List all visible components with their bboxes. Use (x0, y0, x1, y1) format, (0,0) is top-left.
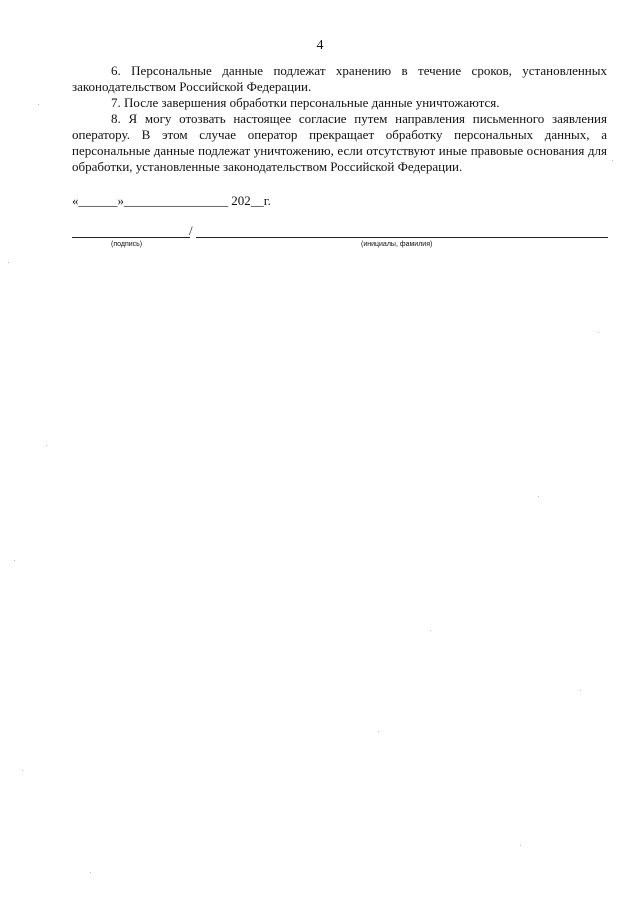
scan-speck (580, 690, 581, 691)
clause-8: 8. Я могу отозвать настоящее согласие путем направления письменного заявления оператору. В этом случае оператор прекращает обработку персональных данных, а персональные данные подлежат уничтожению, если отсутствуют иные правовые основания для обработки, установленные законодательством Российской Федерации. (72, 111, 607, 174)
scan-speck (520, 845, 521, 846)
clause-6: 6. Персональные данные подлежат хранению в течение сроков, установленных законодательством Российской Федерации. (72, 63, 607, 94)
scan-speck (612, 160, 613, 161)
scan-speck (8, 262, 9, 263)
page-number: 4 (316, 38, 324, 53)
scan-speck (46, 445, 47, 446)
date-line: «______»________________ 202__г. (72, 193, 271, 208)
scan-speck (598, 332, 599, 333)
scan-speck (430, 630, 431, 631)
scan-speck (378, 731, 379, 732)
scan-speck (22, 770, 23, 771)
scan-speck (14, 560, 15, 561)
signature-caption: (подпись) (111, 241, 143, 248)
scan-speck (38, 104, 39, 105)
signature-separator: / (189, 223, 193, 238)
clause-7: 7. После завершения обработки персональные данные уничтожаются. (111, 95, 500, 110)
scan-speck (90, 872, 91, 873)
signature-row (72, 224, 608, 238)
signature-line (72, 237, 190, 238)
consent-clauses (72, 63, 607, 175)
name-line (196, 237, 608, 238)
name-caption: (инициалы, фамилия) (361, 241, 433, 248)
scan-speck (538, 496, 539, 497)
